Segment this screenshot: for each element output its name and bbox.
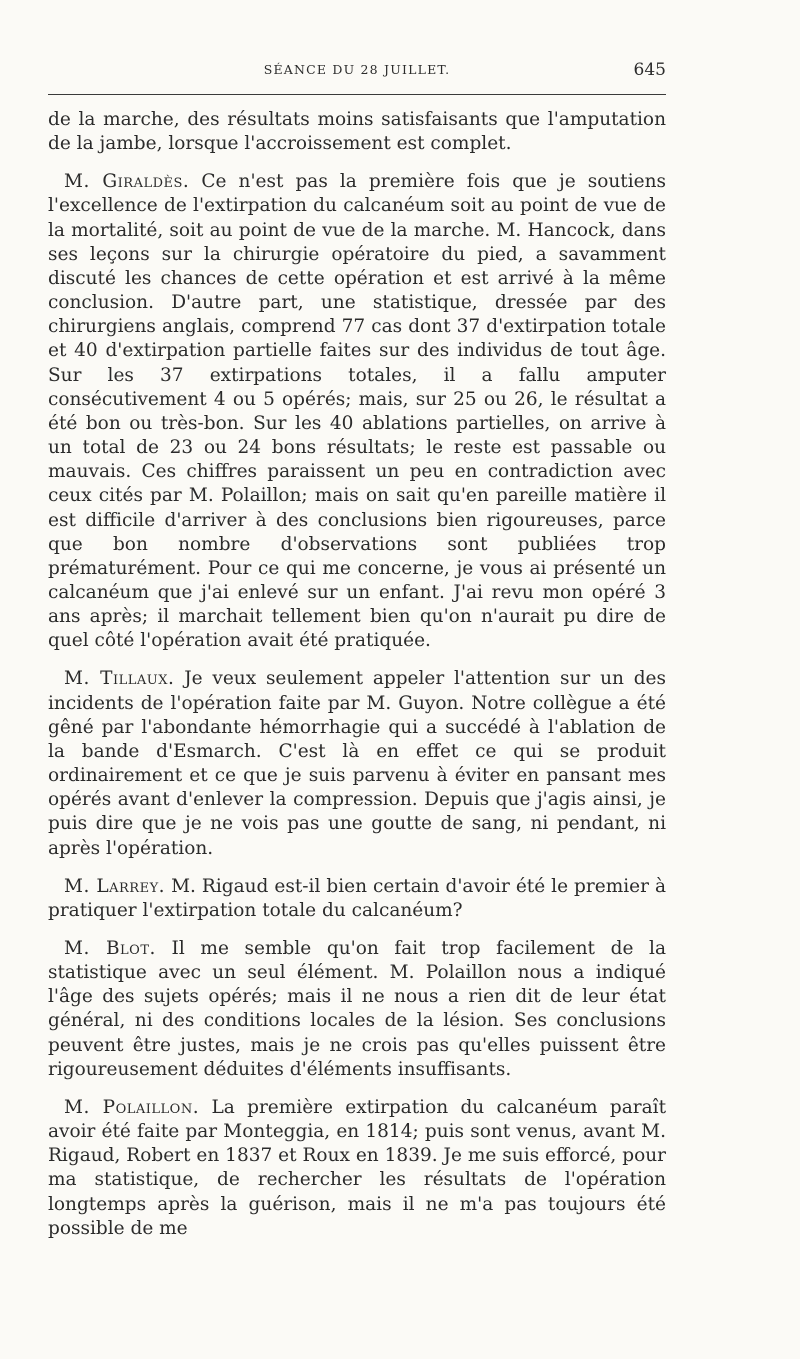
paragraph-blot xyxy=(48,937,666,1082)
page-number: 645 xyxy=(633,60,666,80)
paragraph-text: M. Rigaud est-il bien certain d'avoir été le premier à pratiquer l'extirpation totale du calcanéum? xyxy=(48,875,666,921)
speaker-name: M. Giraldès. xyxy=(64,171,190,193)
paragraph-text: Je veux seulement appeler l'attention sur un des incidents de l'opération faite par M. Guyon. Notre collègue a été gêné par l'abondante hémorrhagie qui a succédé à l'ablation de la bande d'Esmarch. C'est là en effet ce qui se produit ordinairement et ce que je suis parvenu à éviter en pansant mes opérés avant d'enlever la compression. Depuis que j'agis ainsi, je puis dire que je ne vois pas une goutte de sang, ni pendant, ni après l'opération. xyxy=(48,668,666,859)
paragraph-polaillon xyxy=(48,1096,666,1241)
page-header xyxy=(48,60,666,90)
paragraph-giraldes xyxy=(48,170,666,653)
paragraph-continuation xyxy=(48,108,666,156)
paragraph-text: La première extirpation du calcanéum paraît avoir été faite par Monteggia, en 1814; puis sont venus, avant M. Rigaud, Robert en 1837 et Roux en 1839. Je me suis efforcé, pour ma statistique, de rechercher les résultats de l'opération longtemps après la guérison, mais il ne m'a pas toujours été possible de me xyxy=(48,1096,666,1239)
paragraph-larrey xyxy=(48,875,666,923)
paragraph-tillaux xyxy=(48,667,666,860)
paragraph-text: Ce n'est pas la première fois que je soutiens l'excellence de l'extirpation du calcanéum soit au point de vue de la mortalité, soit au point de vue de la marche. M. Hancock, dans ses leçons sur la chirurgie opératoire du pied, a savamment discuté les chances de cette opération et est arrivé à la même conclusion. D'autre part, une statistique, dressée par des chirurgiens anglais, comprend 77 cas dont 37 d'extirpation totale et 40 d'extirpation partielle faites sur des individus de tout âge. Sur les 37 extirpations totales, il a fallu amputer consécutivement 4 ou 5 opérés; mais, sur 25 ou 26, le résultat a été bon ou très-bon. Sur les 40 ablations partielles, on arrive à un total de 23 ou 24 bons résultats; le reste est passable ou mauvais. Ces chiffres paraissent un peu en contradiction avec ceux cités par M. Polaillon; mais on sait qu'en pareille matière il est difficile d'arriver à des conclusions bien rigoureuses, parce que bon nombre d'observations sont publiées trop prématurément. Pour ce qui me concerne, je vous ai présenté un calcanéum que j'ai enlevé sur un enfant. J'ai revu mon opéré 3 ans après; il marchait tellement bien qu'on n'aurait pu dire de quel côté l'opération avait été pratiquée. xyxy=(48,171,666,652)
speaker-name: M. Tillaux. xyxy=(64,668,175,690)
header-rule xyxy=(48,94,666,95)
body-text xyxy=(48,108,666,1241)
speaker-name: M. Larrey. xyxy=(64,875,166,897)
paragraph-text: Il me semble qu'on fait trop facilement de la statistique avec un seul élément. M. Polaillon nous a indiqué l'âge des sujets opérés; mais il ne nous a rien dit de leur état général, ni des conditions locales de la lésion. Ses conclusions peuvent être justes, mais je ne crois pas qu'elles puissent être rigoureusement déduites d'éléments insuffisants. xyxy=(48,938,666,1080)
paragraph-text: de la marche, des résultats moins satisfaisants que l'amputation de la jambe, lorsque l'accroissement est complet. xyxy=(48,109,666,155)
speaker-name: M. Blot. xyxy=(64,938,156,959)
running-title: SÉANCE DU 28 JUILLET. xyxy=(263,62,451,77)
speaker-name: M. Polaillon. xyxy=(64,1096,200,1118)
